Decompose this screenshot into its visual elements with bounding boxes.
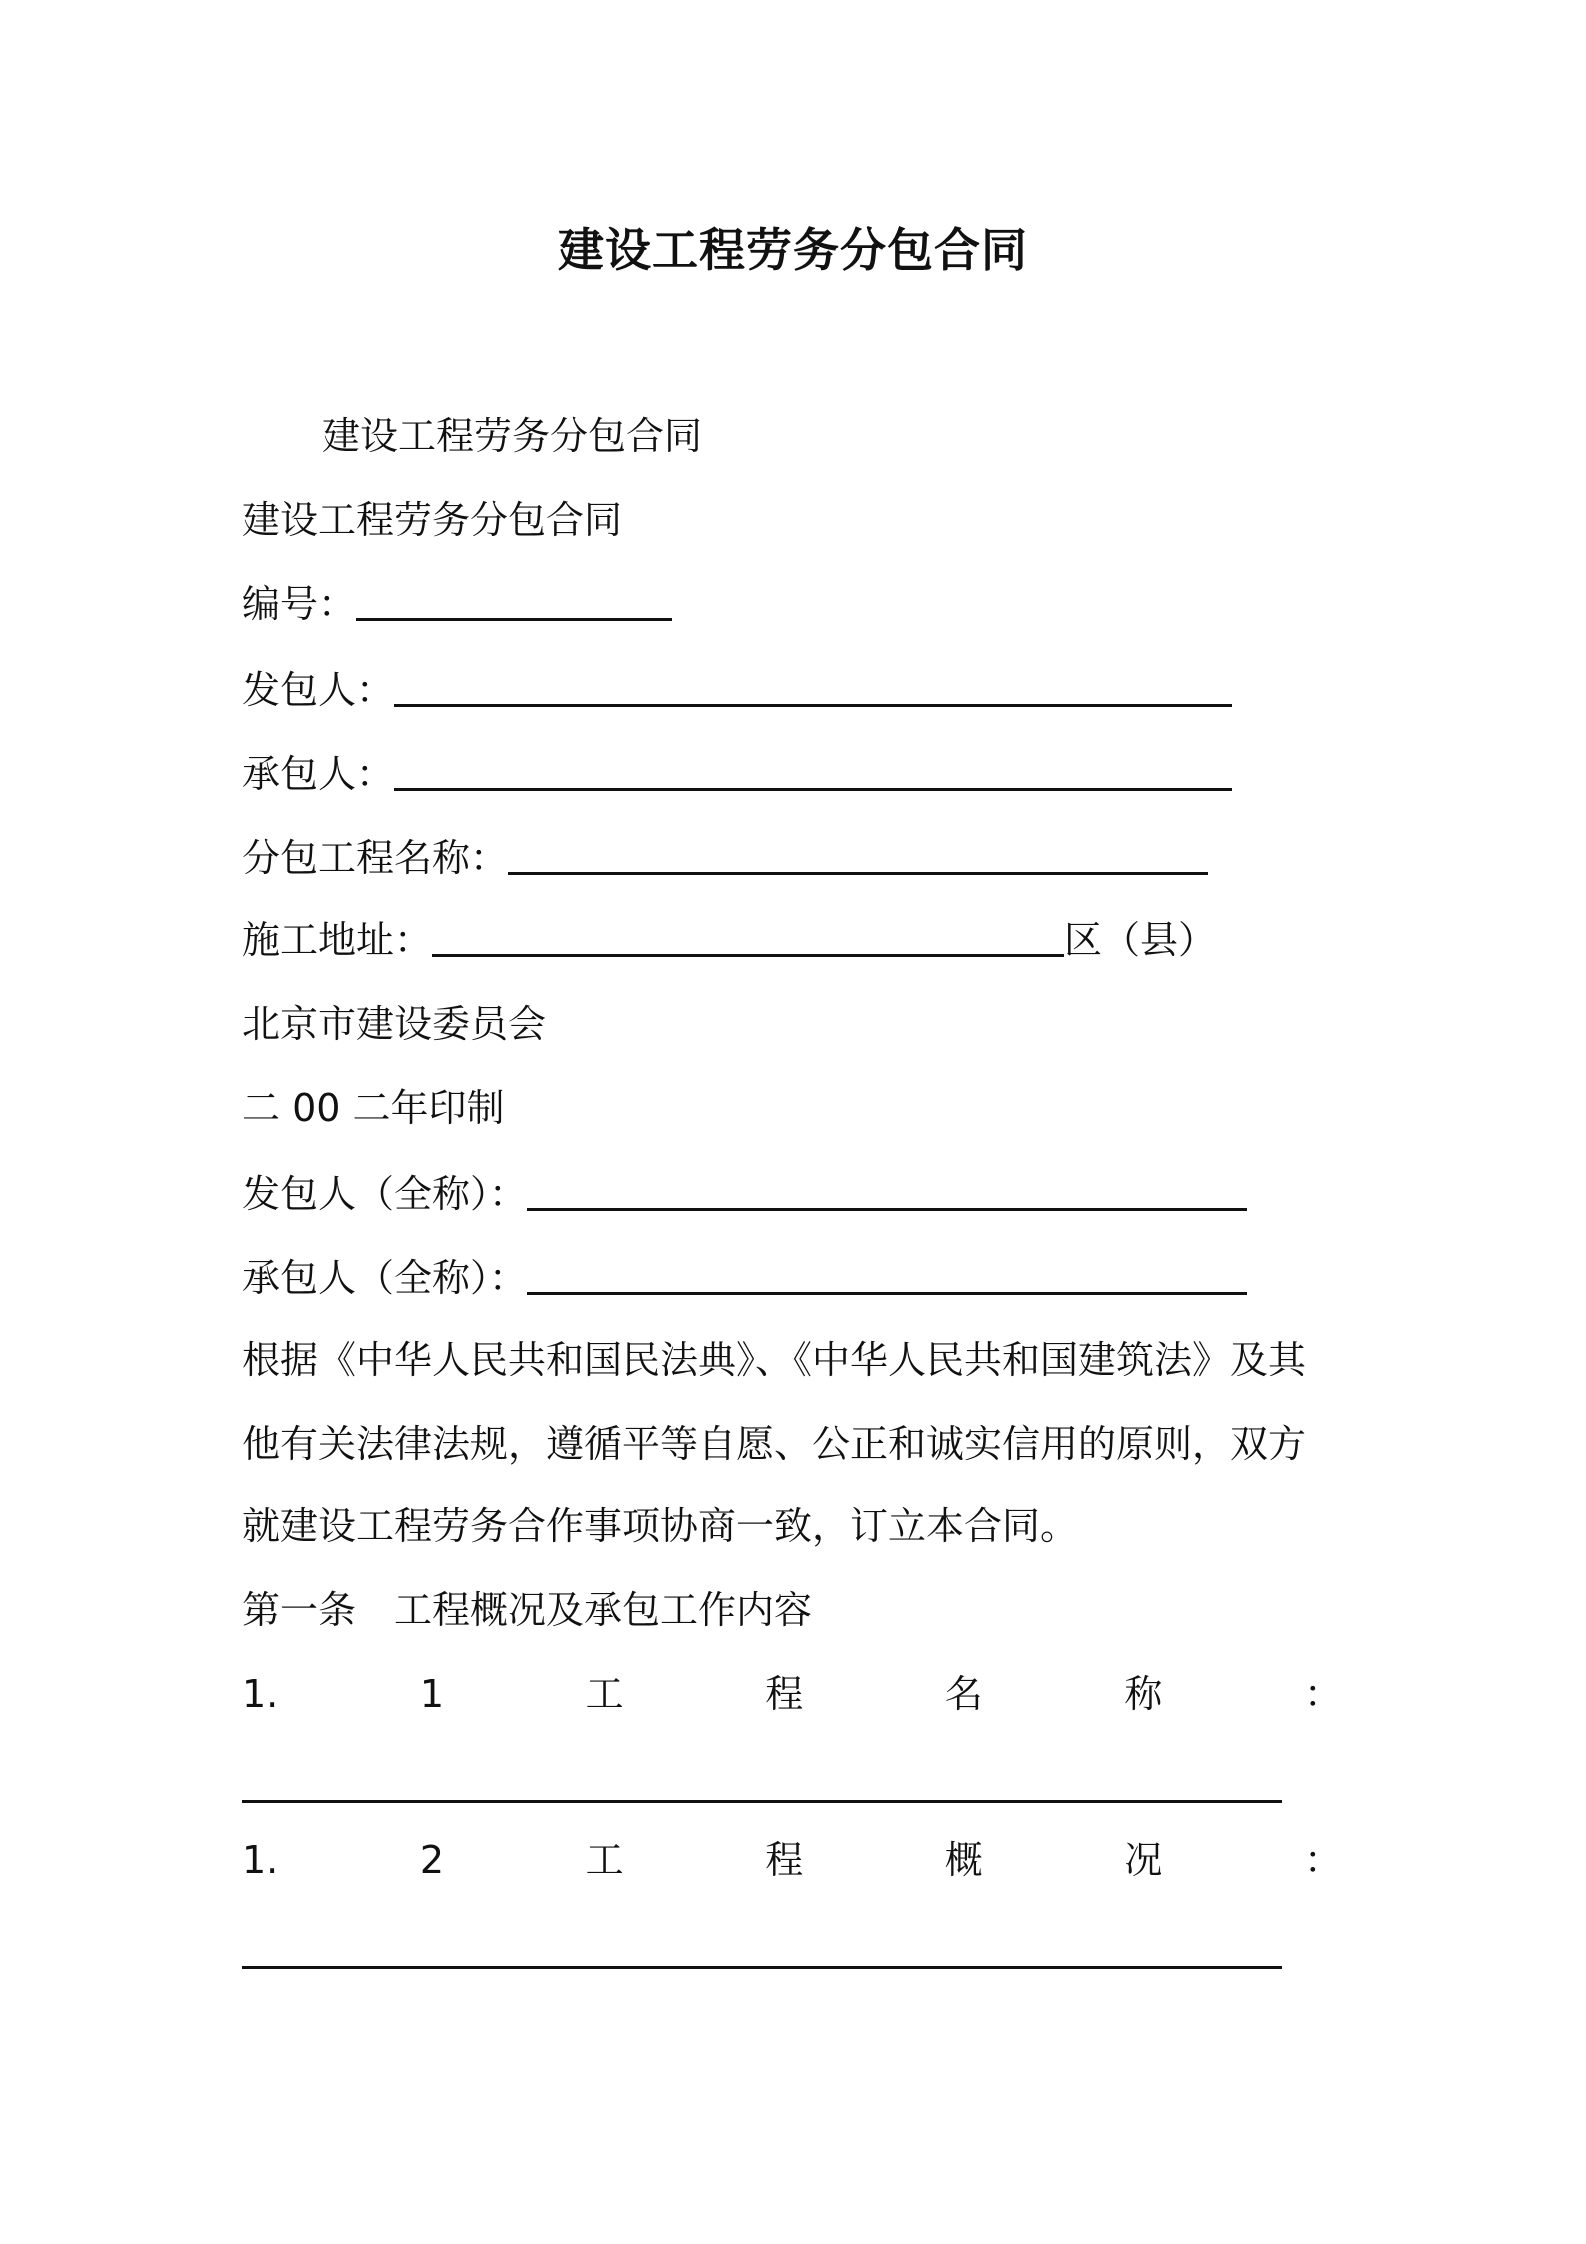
project-name-blank-line bbox=[508, 832, 1208, 875]
site-address-suffix: 区（县） bbox=[1064, 918, 1217, 962]
site-address-blank-line bbox=[432, 914, 1064, 957]
item-1-2-part: 程 bbox=[765, 1838, 804, 1882]
article-one-heading: 第一条 工程概况及承包工作内容 bbox=[242, 1588, 813, 1632]
item-1-2-part: 工 bbox=[585, 1838, 624, 1882]
preamble-line-2: 他有关法律法规，遵循平等自愿、公正和诚实信用的原则，双方 bbox=[242, 1422, 1307, 1466]
site-address-label: 施工地址： bbox=[242, 918, 433, 962]
item-1-1-blank-line bbox=[242, 1800, 1282, 1803]
item-1-1-part: 1 bbox=[419, 1672, 445, 1716]
item-1-1-part: ： bbox=[1303, 1672, 1342, 1716]
site-address-field bbox=[242, 898, 1216, 982]
item-1-2-part: 1. bbox=[242, 1838, 279, 1882]
item-1-1-project-name bbox=[242, 1652, 1342, 1736]
item-1-2-part: 2 bbox=[419, 1838, 445, 1882]
contractor-full-blank-line bbox=[527, 1252, 1247, 1295]
number-blank-line bbox=[356, 578, 672, 621]
contractor-full-field bbox=[242, 1236, 1247, 1320]
item-1-1-part: 工 bbox=[585, 1672, 624, 1716]
cover-title: 建设工程劳务分包合同 bbox=[242, 498, 623, 542]
number-label: 编号： bbox=[242, 582, 357, 626]
contractor-field bbox=[242, 732, 1232, 816]
preamble-line-1: 根据《中华人民共和国民法典》、《中华人民共和国建筑法》及其 bbox=[242, 1338, 1307, 1382]
project-name-field bbox=[242, 816, 1208, 900]
employer-blank-line bbox=[394, 664, 1232, 707]
item-1-1-part: 称 bbox=[1124, 1672, 1163, 1716]
item-1-1-part: 程 bbox=[765, 1672, 804, 1716]
issuer: 北京市建设委员会 bbox=[242, 1002, 547, 1046]
print-year: 二 00 二年印制 bbox=[242, 1086, 505, 1130]
employer-full-label: 发包人（全称）： bbox=[242, 1172, 528, 1216]
cover-title-indented: 建设工程劳务分包合同 bbox=[322, 414, 703, 458]
employer-full-field bbox=[242, 1152, 1247, 1236]
item-1-2-part: 况 bbox=[1124, 1838, 1163, 1882]
contractor-blank-line bbox=[394, 748, 1232, 791]
project-name-label: 分包工程名称： bbox=[242, 836, 509, 880]
employer-field bbox=[242, 648, 1232, 732]
document-title: 建设工程劳务分包合同 bbox=[558, 223, 1028, 277]
employer-full-blank-line bbox=[527, 1168, 1247, 1211]
number-field bbox=[242, 562, 672, 646]
item-1-2-part: 概 bbox=[944, 1838, 983, 1882]
item-1-2-part: ： bbox=[1303, 1838, 1342, 1882]
item-1-1-part: 1. bbox=[242, 1672, 279, 1716]
contractor-label: 承包人： bbox=[242, 752, 395, 796]
item-1-1-part: 名 bbox=[944, 1672, 983, 1716]
contractor-full-label: 承包人（全称）： bbox=[242, 1256, 528, 1300]
item-1-2-project-overview bbox=[242, 1818, 1342, 1902]
employer-label: 发包人： bbox=[242, 668, 395, 712]
item-1-2-blank-line bbox=[242, 1966, 1282, 1969]
preamble-line-3: 就建设工程劳务合作事项协商一致，订立本合同。 bbox=[242, 1504, 1079, 1548]
